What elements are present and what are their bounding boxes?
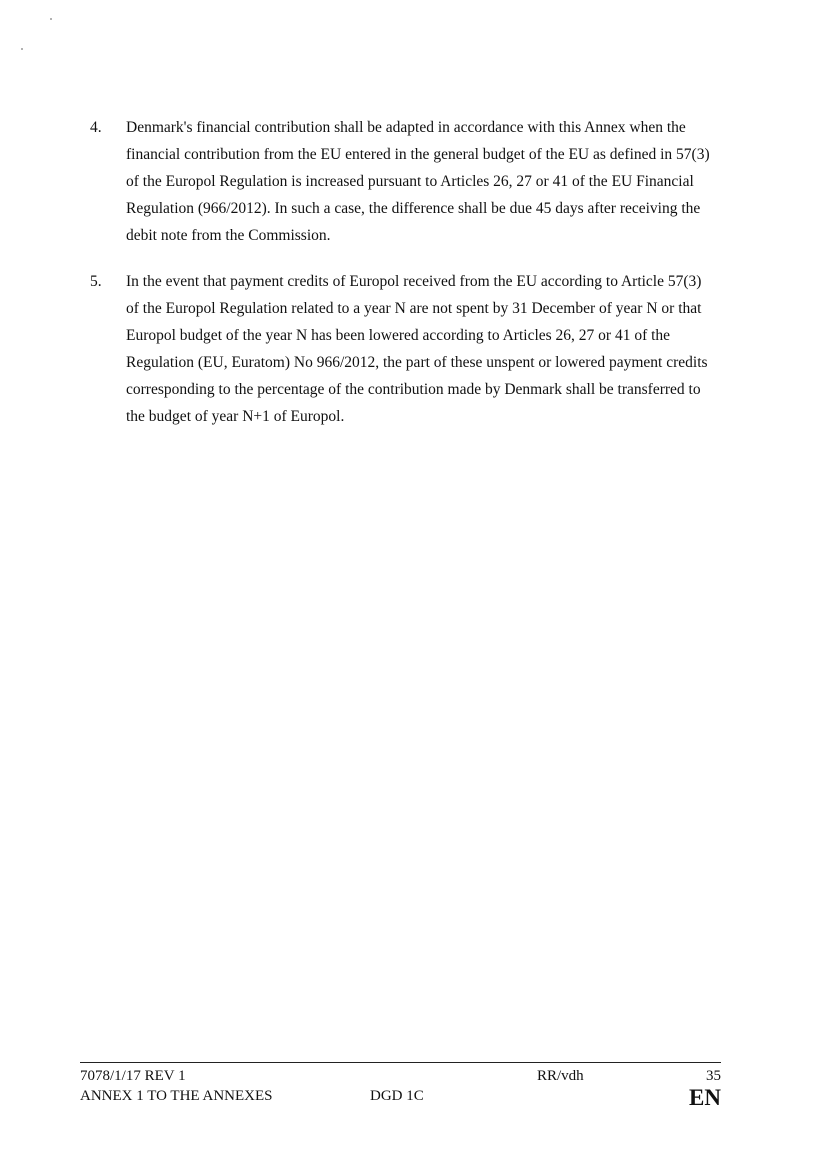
footer-page-number: 35 xyxy=(706,1068,721,1084)
scan-speck xyxy=(50,18,52,20)
text-line: corresponding to the percentage of the contribution made by Denmark shall be transferred to xyxy=(126,381,701,398)
paragraph-text xyxy=(126,268,726,430)
text-line: the budget of year N+1 of Europol. xyxy=(126,408,345,425)
text-line: Denmark's financial contribution shall be adapted in accordance with this Annex when the xyxy=(126,119,686,136)
scan-speck xyxy=(21,48,23,50)
footer-initials: RR/vdh xyxy=(537,1068,584,1084)
footer-dgd: DGD 1C xyxy=(370,1088,424,1104)
text-line: debit note from the Commission. xyxy=(126,227,331,244)
text-line: In the event that payment credits of Europol received from the EU according to Article 57(3) xyxy=(126,273,702,290)
text-line: of the Europol Regulation is increased pursuant to Articles 26, 27 or 41 of the EU Financial xyxy=(126,173,694,190)
text-line: financial contribution from the EU entered in the general budget of the EU as defined in 57(3) xyxy=(126,146,710,163)
footer-language-code: EN xyxy=(689,1085,721,1110)
text-line: Europol budget of the year N has been lowered according to Articles 26, 27 or 41 of the xyxy=(126,327,671,344)
footer-annex: ANNEX 1 TO THE ANNEXES xyxy=(80,1088,273,1104)
text-line: of the Europol Regulation related to a year N are not spent by 31 December of year N or that xyxy=(126,300,702,317)
footer-doc-ref: 7078/1/17 REV 1 xyxy=(80,1068,186,1084)
footer-rule xyxy=(80,1062,721,1063)
paragraph-number: 5. xyxy=(90,273,102,290)
paragraph-text xyxy=(126,114,726,249)
paragraph-number: 4. xyxy=(90,119,102,136)
text-line: Regulation (966/2012). In such a case, the difference shall be due 45 days after receiving the xyxy=(126,200,701,217)
text-line: Regulation (EU, Euratom) No 966/2012, the part of these unspent or lowered payment credits xyxy=(126,354,708,371)
